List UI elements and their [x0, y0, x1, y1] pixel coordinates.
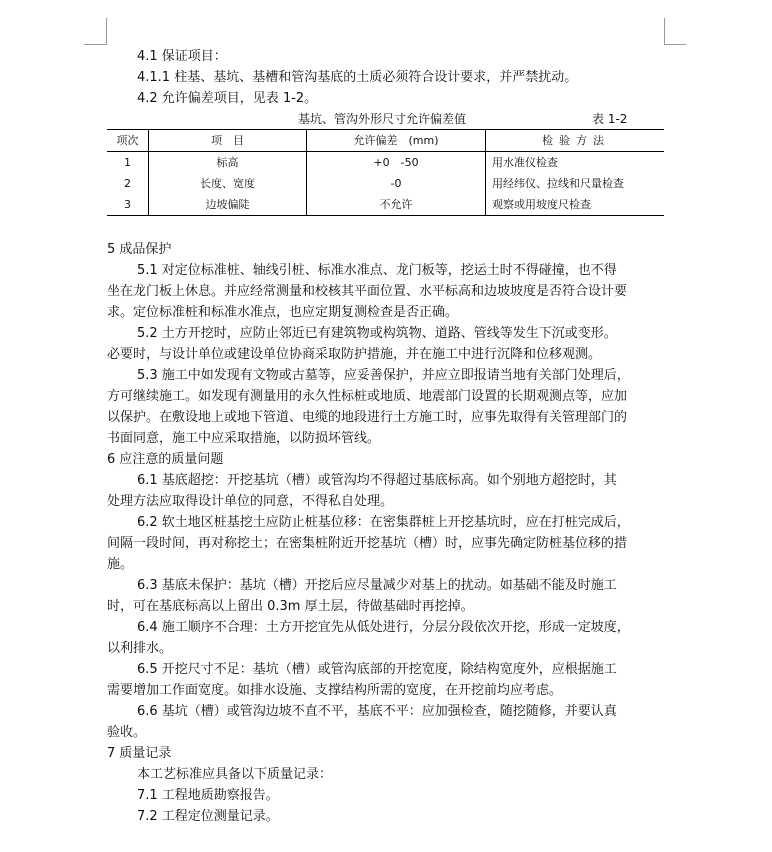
- clause-7-2: 7.2 工程定位测量记录。: [137, 809, 279, 824]
- cell-tolerance: +0 -50: [307, 152, 486, 174]
- cell-item: 标高: [149, 152, 307, 174]
- table-row: [107, 194, 664, 216]
- clause-6-5: 6.5 开挖尺寸不足：基坑（槽）或管沟底部的开挖宽度，除结构宽度外，应根据施工: [137, 662, 617, 677]
- clause-6-1: 6.1 基底超挖：开挖基坑（槽）或管沟均不得超过基底标高。如个别地方超挖时，其: [137, 473, 617, 488]
- cell-method: 用水准仪检查: [492, 156, 558, 169]
- clause-6-3-cont: 时，可在基底标高以上留出 0.3m 厚土层，待做基础时再挖掉。: [107, 599, 474, 614]
- clause-7-1: 7.1 工程地质勘察报告。: [137, 788, 279, 803]
- clause-5-3: 5.3 施工中如发现有文物或古墓等，应妥善保护，并应立即报请当地有关部门处理后，: [137, 368, 630, 383]
- cell-method: 用经纬仪、拉线和尺量检查: [492, 177, 624, 190]
- clause-6-2: 6.2 软土地区桩基挖土应防止桩基位移：在密集群桩上开挖基坑时，应在打桩完成后，: [137, 515, 630, 530]
- table-row: [107, 152, 664, 174]
- clause-4-1-1: 4.1.1 柱基、基坑、基槽和管沟基底的土质必须符合设计要求，并严禁扰动。: [137, 70, 578, 85]
- cell-item-no: 2: [107, 173, 149, 194]
- clause-6-3: 6.3 基底未保护：基坑（槽）开挖后应尽量减少对基上的扰动。如基础不能及时施工: [137, 578, 617, 593]
- cell-tolerance: -0: [307, 173, 486, 194]
- table-row: [107, 173, 664, 194]
- clause-6-6-cont: 验收。: [107, 725, 147, 740]
- cell-tolerance: 不允许: [307, 194, 486, 216]
- clause-6-1-cont: 处理方法应取得设计单位的同意，不得私自处理。: [107, 494, 394, 509]
- header-item: 项 目: [149, 130, 307, 152]
- heading-7: 7 质量记录: [107, 746, 172, 761]
- clause-5-3-cont: 方可继续施工。如发现有测量用的永久性标桩或地质、地震部门设置的长期观测点等，应加: [107, 389, 628, 404]
- heading-6: 6 应注意的质量问题: [107, 452, 224, 467]
- table-title: 基坑、管沟外形尺寸允许偏差值: [298, 112, 467, 126]
- clause-5-2: 5.2 土方开挖时，应防止邻近已有建筑物或构筑物、道路、管线等发生下沉或变形。: [137, 326, 617, 341]
- clause-6-6: 6.6 基坑（槽）或管沟边坡不直不平，基底不平：应加强检查，随挖随修，并要认真: [137, 704, 617, 719]
- clause-6-4-cont: 以利排水。: [107, 641, 173, 656]
- clause-6-2-cont: 施。: [107, 557, 134, 572]
- clause-5-2-cont: 必要时，与设计单位或建设单位协商采取防护措施，并在施工中进行沉降和位移观测。: [107, 347, 602, 362]
- table-number: 表 1-2: [592, 112, 628, 126]
- crop-mark-top-right-h: [664, 44, 686, 45]
- clause-5-1-cont: 求。定位标准桩和标准水准点，也应定期复测检查是否正确。: [107, 305, 459, 320]
- clause-5-3-cont: 书面同意，施工中应采取措施，以防损坏管线。: [107, 431, 381, 446]
- clause-5-1-cont: 坐在龙门板上休息。并应经常测量和校核其平面位置、水平标高和边坡坡度是否符合设计要: [107, 284, 628, 299]
- cell-item-no: 3: [107, 194, 149, 216]
- clause-7-intro: 本工艺标准应具备以下质量记录：: [137, 767, 333, 782]
- clause-6-2-cont: 间隔一段时间，再对称挖土；在密集桩附近开挖基坑（槽）时，应事先确定防桩基位移的措: [107, 536, 628, 551]
- crop-mark-top-left-v: [106, 18, 107, 45]
- cell-method: 观察或用坡度尺检查: [486, 194, 665, 216]
- crop-mark-top-left-h: [84, 44, 106, 45]
- clause-5-1: 5.1 对定位标准桩、轴线引桩、标准水准点、龙门板等，挖运土时不得碰撞，也不得: [137, 263, 617, 278]
- clause-4-1: 4.1 保证项目：: [137, 49, 227, 64]
- heading-5: 5 成品保护: [107, 242, 172, 257]
- header-method: 检验方法: [486, 130, 665, 152]
- clause-4-2: 4.2 允许偏差项目，见表 1-2。: [137, 91, 318, 106]
- cell-item-no: 1: [107, 152, 149, 174]
- header-item-no: 项次: [107, 130, 149, 152]
- tolerance-table: [107, 129, 664, 216]
- crop-mark-top-right-v: [664, 18, 665, 45]
- cell-item: 长度、宽度: [149, 173, 307, 194]
- clause-5-3-cont: 以保护。在敷设地上或地下管道、电缆的地段进行土方施工时，应事先取得有关管理部门的: [107, 410, 628, 425]
- clause-6-4: 6.4 施工顺序不合理：土方开挖宜先从低处进行，分层分段依次开挖，形成一定坡度，: [137, 620, 630, 635]
- cell-item: 边坡偏陡: [149, 194, 307, 216]
- clause-6-5-cont: 需要增加工作面宽度。如排水设施、支撑结构所需的宽度，在开挖前均应考虑。: [107, 683, 563, 698]
- header-tolerance: 允许偏差 (mm): [307, 130, 486, 152]
- table-header-row: [107, 130, 664, 152]
